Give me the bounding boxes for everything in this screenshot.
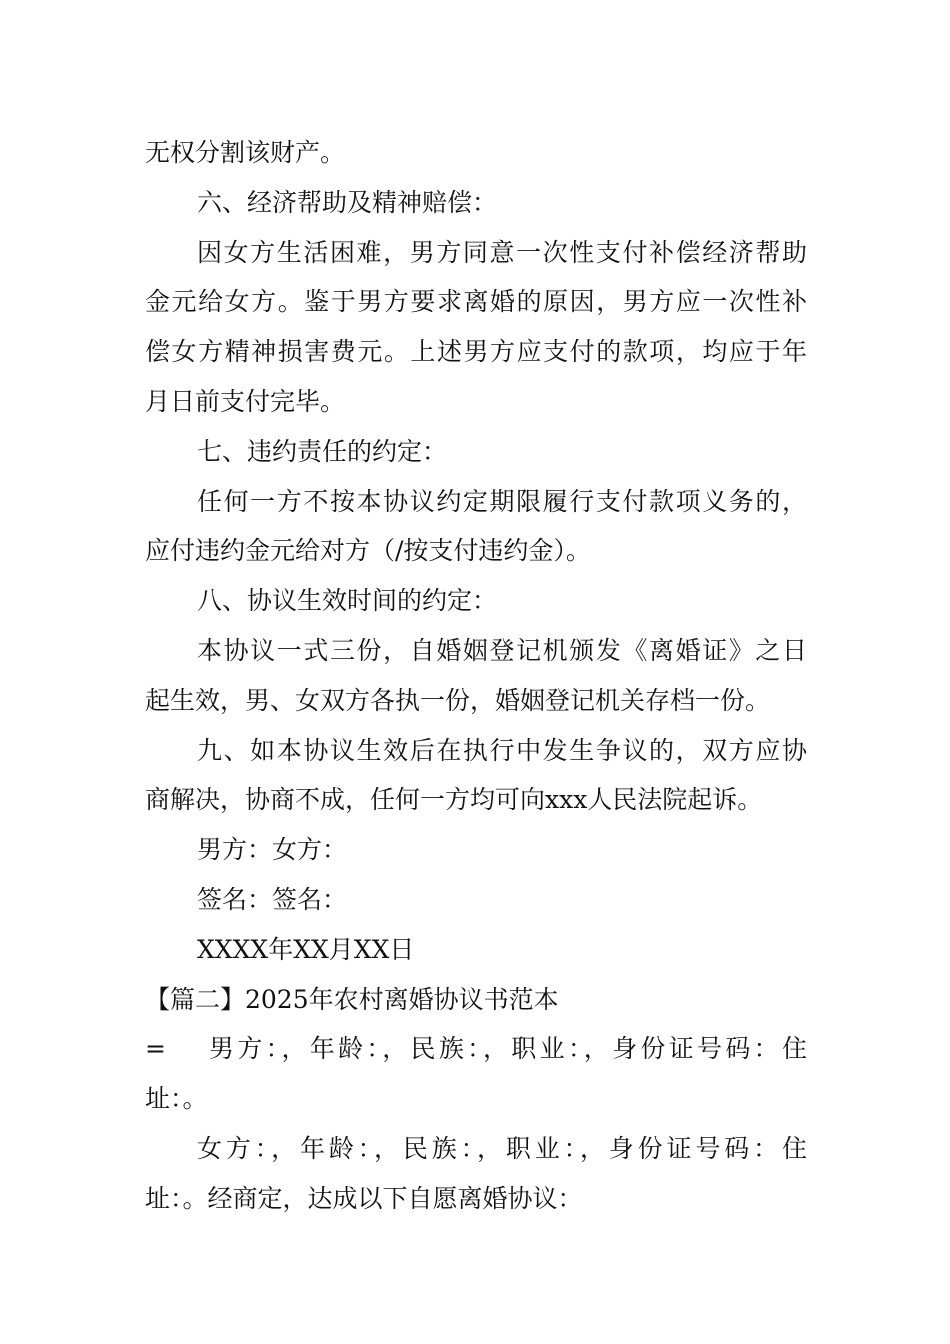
line-text: 六、经济帮助及精神赔偿：: [197, 187, 498, 217]
text-line-9: [145, 526, 807, 576]
signature-names-line: [145, 875, 807, 925]
line-text: 签名：签名：: [197, 884, 348, 914]
document-page: [145, 128, 807, 1224]
text-line-20: [145, 1074, 807, 1124]
line-text: 址：。经商定，达成以下自愿离婚协议：: [145, 1183, 583, 1213]
section-heading-8: [145, 576, 807, 626]
text-line-5: 偿女方精神损害费元。上述男方应支付的款项，均应于年: [145, 337, 807, 367]
signature-date-line: [145, 925, 807, 975]
line-text: 无权分割该财产。: [145, 138, 346, 167]
text-line-3: 因女方生活困难，男方同意一次性支付补偿经济帮助: [197, 237, 807, 267]
text-line-8: 任何一方不按本协议约定期限履行支付款项义务的，: [197, 486, 807, 516]
section-heading-6: [145, 178, 807, 228]
line-text: 七、违约责任的约定：: [197, 436, 448, 466]
text-line-4: 金元给女方。鉴于男方要求离婚的原因，男方应一次性补: [145, 287, 807, 317]
line-text: 【篇二】2025年农村离婚协议书范本: [145, 984, 559, 1014]
text-line-14: [145, 775, 807, 825]
text-line-11: 本协议一式三份，自婚姻登记机颁发《离婚证》之日: [197, 635, 807, 665]
chapter-title: [145, 975, 807, 1025]
line-text: 应付违约金元给对方（/按支付违约金）。: [145, 536, 591, 566]
text-line-12: [145, 676, 807, 726]
text-line-19: [145, 1024, 807, 1074]
text-line-1: [145, 128, 807, 178]
line-text: 八、协议生效时间的约定：: [197, 586, 498, 616]
line-text: 男方：，年龄：，民族：，职业：，身份证号码：住: [209, 1034, 807, 1064]
section-heading-7: [145, 427, 807, 477]
line-text: 商解决，协商不成，任何一方均可向xxx人民法院起诉。: [145, 785, 763, 815]
line-text: XXXX年XX月XX日: [197, 934, 415, 964]
text-line-21: 女方：，年龄：，民族：，职业：，身份证号码：住: [197, 1133, 807, 1163]
line-text: 男方：女方：: [197, 835, 348, 865]
text-line-22: [145, 1174, 807, 1224]
line-text: 址：。: [145, 1084, 208, 1114]
line-prefix: =: [145, 1034, 166, 1064]
text-line-6: [145, 377, 807, 427]
line-text: 起生效，男、女双方各执一份，婚姻登记机关存档一份。: [145, 685, 771, 715]
signature-parties-line: [145, 825, 807, 875]
section-heading-9: 九、如本协议生效后在执行中发生争议的，双方应协: [197, 735, 807, 765]
line-text: 月日前支付完毕。: [145, 386, 346, 416]
